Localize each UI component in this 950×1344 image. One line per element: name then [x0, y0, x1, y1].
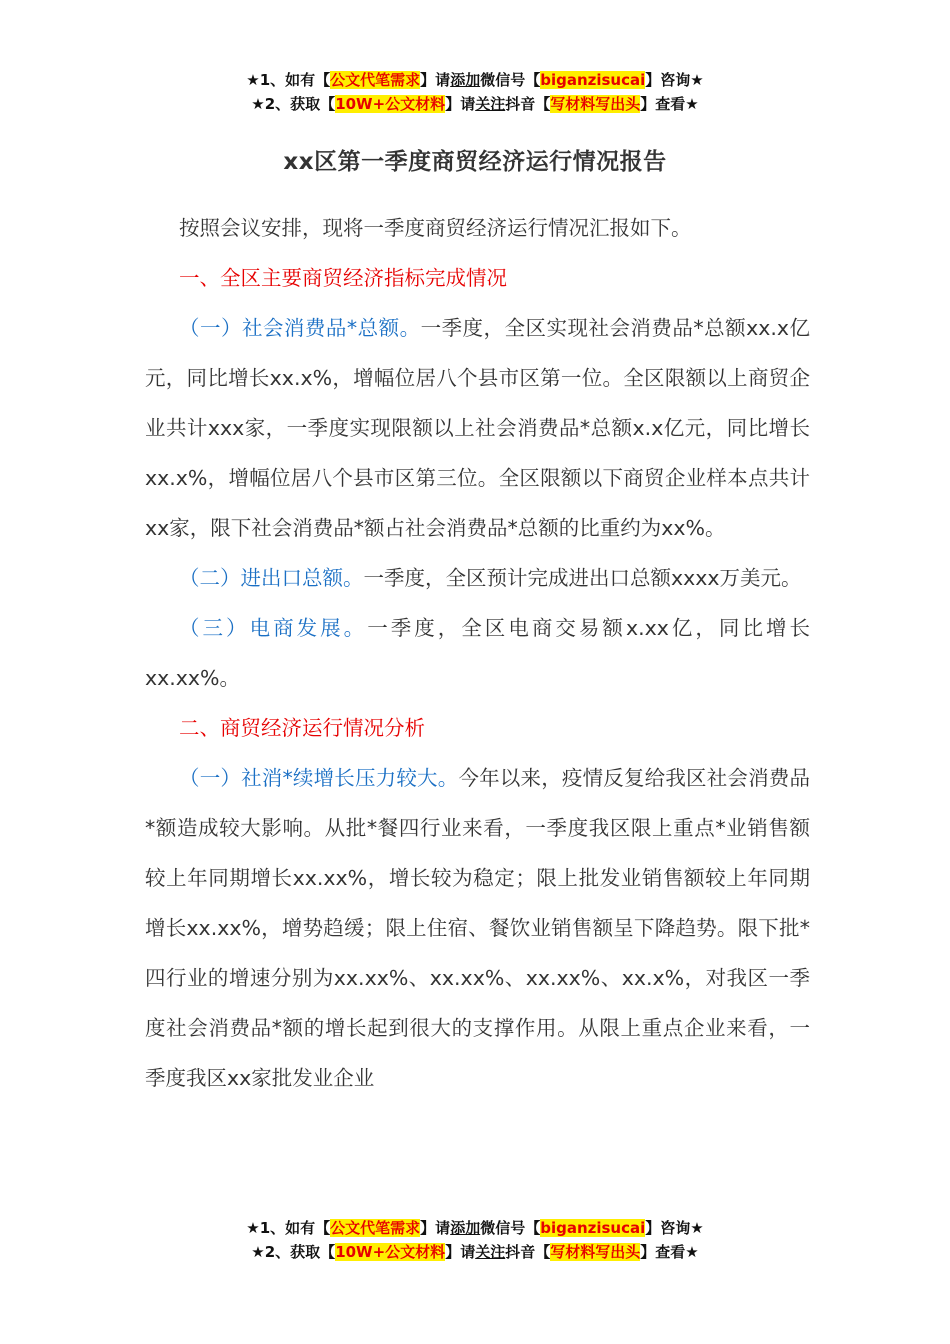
underlined-text: 添加	[450, 71, 481, 89]
highlight-text: 公文代笔需求	[330, 71, 421, 89]
underlined-text: 关注	[475, 95, 506, 113]
paragraph-text: 一季度，全区实现社会消费品*总额xx.x亿元，同比增长xx.x%，增幅位居八个县市区第一位。全区限额以上商贸企业共计xxx家，一季度实现限额以上社会消费品*总额x.x亿元，同比增长xx.x%，增幅位居八个县市区第三位。全区限额以下商贸企业样本点共计xx家，限下社会消费品*额占社会消费品*总额的比重约为xx%。	[145, 316, 810, 540]
banner-text: 抖音【	[505, 1243, 551, 1261]
highlight-text: 10W+公文材料	[335, 1243, 446, 1261]
subsection-heading: （一）社会消费品*总额。	[179, 316, 421, 340]
intro-paragraph: 按照会议安排，现将一季度商贸经济运行情况汇报如下。	[179, 216, 692, 240]
paragraph-text: 一季度，全区预计完成进出口总额xxxx万美元。	[363, 566, 802, 590]
banner-text: 】查看★	[640, 1243, 699, 1261]
banner-line-1	[0, 1216, 950, 1240]
highlight-text: 写材料写出头	[550, 95, 641, 113]
paragraph	[145, 553, 810, 603]
banner-line-2	[0, 1240, 950, 1264]
paragraph	[145, 753, 810, 1103]
subsection-heading: （一）社消*续增长压力较大。	[179, 766, 459, 790]
banner-text: 】查看★	[640, 95, 699, 113]
banner-text: 】咨询★	[645, 71, 704, 89]
footer-banner	[0, 1216, 950, 1264]
subsection-heading: （二）进出口总额。	[179, 566, 364, 590]
banner-text: 】请	[445, 95, 476, 113]
underlined-text: 关注	[475, 1243, 506, 1261]
banner-text: 】咨询★	[645, 1219, 704, 1237]
subsection-heading: （三）电商发展。	[179, 616, 368, 640]
banner-text: 】请	[420, 71, 451, 89]
highlight-text: 公文代笔需求	[330, 1219, 421, 1237]
banner-text: 】请	[445, 1243, 476, 1261]
highlight-text: biganzisucai	[540, 71, 646, 89]
section-heading: 二、商贸经济运行情况分析	[179, 716, 425, 740]
banner-text: 微信号【	[480, 1219, 541, 1237]
banner-text: ★1、如有【	[246, 71, 331, 89]
banner-text: ★2、获取【	[251, 1243, 336, 1261]
paragraph-text: 一季度，全区电商交易额x.xx亿，同比增长xx.xx%。	[145, 616, 810, 690]
banner-text: 】请	[420, 1219, 451, 1237]
paragraph	[145, 603, 810, 703]
paragraph	[145, 303, 810, 553]
banner-line-2	[0, 92, 950, 116]
document-body	[145, 203, 810, 1103]
banner-text: ★1、如有【	[246, 1219, 331, 1237]
highlight-text: 写材料写出头	[550, 1243, 641, 1261]
banner-text: 微信号【	[480, 71, 541, 89]
banner-line-1	[0, 68, 950, 92]
highlight-text: 10W+公文材料	[335, 95, 446, 113]
banner-text: ★2、获取【	[251, 95, 336, 113]
paragraph-text: 今年以来，疫情反复给我区社会消费品*额造成较大影响。从批*餐四行业来看，一季度我区限上重点*业销售额较上年同期增长xx.xx%，增长较为稳定；限上批发业销售额较上年同期增长xx.xx%，增势趋缓；限上住宿、餐饮业销售额呈下降趋势。限下批*四行业的增速分别为xx.xx%、xx.xx%、xx.xx%、xx.x%，对我区一季度社会消费品*额的增长起到很大的支撑作用。从限上重点企业来看，一季度我区xx家批发业企业	[145, 766, 811, 1090]
section-heading: 一、全区主要商贸经济指标完成情况	[179, 266, 507, 290]
document-title: xx区第一季度商贸经济运行情况报告	[283, 149, 667, 175]
highlight-text: biganzisucai	[540, 1219, 646, 1237]
underlined-text: 添加	[450, 1219, 481, 1237]
banner-text: 抖音【	[505, 95, 551, 113]
header-banner	[0, 68, 950, 116]
